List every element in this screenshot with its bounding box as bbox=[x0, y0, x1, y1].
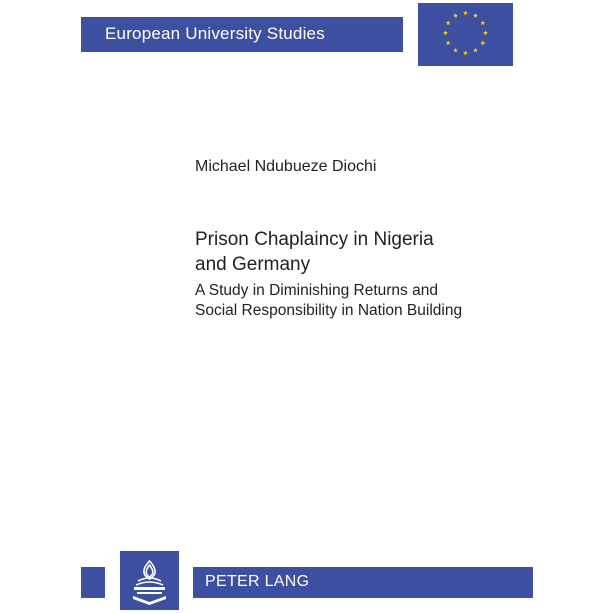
eu-star-icon bbox=[463, 10, 468, 15]
eu-star-icon bbox=[473, 13, 478, 18]
fountain-logo-svg bbox=[120, 551, 179, 610]
eu-star-icon bbox=[463, 50, 468, 55]
book-title-line-2: and Germany bbox=[195, 254, 311, 275]
eu-star-icon bbox=[480, 20, 485, 25]
eu-star-icon bbox=[483, 30, 488, 35]
eu-star-icon bbox=[453, 48, 458, 53]
book-title bbox=[195, 227, 525, 277]
book-subtitle bbox=[195, 281, 525, 321]
book-subtitle-line-1: A Study in Diminishing Returns and bbox=[195, 282, 438, 299]
eu-star-icon bbox=[446, 20, 451, 25]
eu-stars-flag-icon bbox=[418, 3, 513, 66]
eu-star-icon bbox=[480, 40, 485, 45]
decorative-block bbox=[81, 567, 105, 598]
eu-star-icon bbox=[453, 13, 458, 18]
peter-lang-fountain-logo-icon bbox=[120, 551, 179, 610]
author-name: Michael Ndubueze Diochi bbox=[195, 158, 377, 175]
eu-star-icon bbox=[473, 48, 478, 53]
eu-star-icon bbox=[443, 30, 448, 35]
series-title: European University Studies bbox=[105, 24, 325, 43]
publisher-banner bbox=[193, 567, 533, 598]
eu-star-icon bbox=[446, 40, 451, 45]
eu-stars-svg bbox=[418, 3, 513, 66]
book-subtitle-line-2: Social Responsibility in Nation Building bbox=[195, 302, 463, 319]
book-title-line-1: Prison Chaplaincy in Nigeria bbox=[195, 229, 434, 250]
series-banner bbox=[81, 17, 403, 52]
publisher-name: PETER LANG bbox=[205, 573, 310, 590]
